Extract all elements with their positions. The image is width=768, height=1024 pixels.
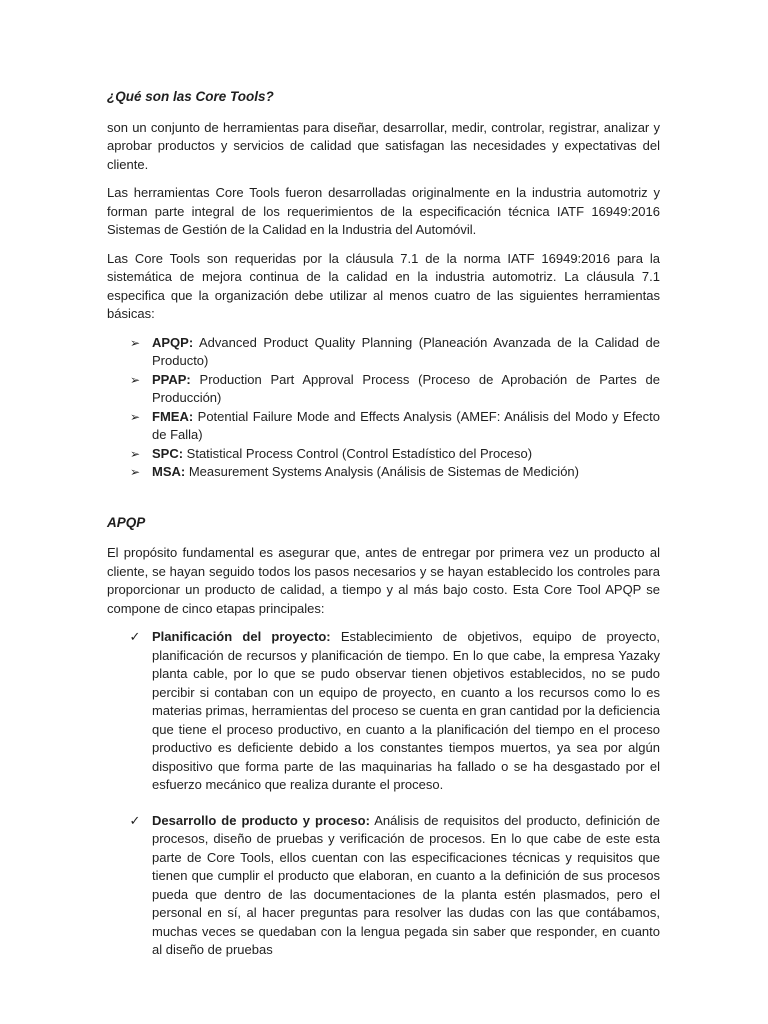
arrow-bullet-icon: ➢ bbox=[129, 446, 141, 461]
core-tool-item bbox=[107, 408, 660, 445]
tool-description: Potential Failure Mode and Effects Analysis (AMEF: Análisis del Modo y Efecto de Falla) bbox=[152, 408, 660, 442]
core-tool-item bbox=[107, 445, 660, 464]
tool-term: APQP: bbox=[152, 334, 194, 350]
stage-description: Establecimiento de objetivos, equipo de proyecto, planificación de recursos y planificación de tiempo. En lo que cabe, la empresa Yazaky planta cable, por lo que se pudo observar tienen objetivos establecidos, no se pudo percibir si contaban con un equipo de proyecto, en cuanto a los recursos como lo es materias primas, herramientas del proceso se cuenta en gran cantidad por la deficiencia que tiene el proceso productivo, en cuanto a la planificación del tiempo en el proceso productivo es deficiente debido a los constantes tiempos muertos, ya sea por algún dispositivo que forma parte de las maquinarias ha fallado o se ha desgastado por el esfuerzo mecánico que realiza durante el proceso. bbox=[152, 629, 660, 792]
core-tool-item bbox=[107, 371, 660, 408]
section-spacer bbox=[107, 482, 660, 514]
tool-term: MSA: bbox=[152, 464, 186, 479]
apqp-stage-item bbox=[107, 812, 660, 960]
arrow-bullet-icon: ➢ bbox=[129, 465, 141, 479]
apqp-stage-item bbox=[107, 628, 660, 795]
apqp-stages-list bbox=[107, 628, 660, 960]
core-tool-item bbox=[107, 463, 660, 482]
arrow-bullet-icon: ➢ bbox=[129, 409, 141, 424]
tool-term: PPAP: bbox=[152, 371, 191, 387]
stage-term: Desarrollo de producto y proceso: bbox=[152, 812, 370, 828]
tool-term: FMEA: bbox=[152, 408, 194, 424]
intro-paragraph-1: son un conjunto de herramientas para diseñar, desarrollar, medir, controlar, registrar, analizar y aprobar productos y servicios de calidad que satisfagan las necesidades y expectativas del cliente. bbox=[107, 119, 660, 172]
arrow-bullet-icon: ➢ bbox=[129, 372, 141, 387]
intro-paragraph-2: Las herramientas Core Tools fueron desarrolladas originalmente en la industria automotriz y forman parte integral de los requerimientos de la especificación técnica IATF 16949:2016 Sistemas de Gestión de la Calidad en la Industria del Automóvil. bbox=[107, 185, 660, 237]
check-mark-icon: ✓ bbox=[129, 812, 141, 828]
stage-term: Planificación del proyecto: bbox=[152, 629, 331, 644]
tool-term: SPC: bbox=[152, 445, 184, 461]
check-mark-icon: ✓ bbox=[129, 629, 141, 644]
intro-heading: ¿Qué son las Core Tools? bbox=[107, 89, 274, 104]
apqp-paragraph: El propósito fundamental es asegurar que, antes de entregar por primera vez un producto al cliente, se hayan seguido todos los pasos necesarios y se hayan establecido los controles para proporcionar un producto de calidad, a tiempo y al más bajo costo. Esta Core Tool APQP se compone de cinco etapas principales: bbox=[107, 545, 660, 616]
core-tool-item bbox=[107, 334, 660, 371]
tool-description: Measurement Systems Analysis (Análisis de Sistemas de Medición) bbox=[185, 464, 579, 479]
stage-description: Análisis de requisitos del producto, definición de procesos, diseño de pruebas y verificación de procesos. En lo que cabe de este esta parte de Core Tools, ellos cuentan con las especificaciones técnicas y requisitos que tienen que cumplir el producto que elaboran, en cuanto a la definición de sus procesos pueda que dentro de las documentaciones de la planta estén plasmados, pero el personal en sí, al hacer preguntas para resolver las dudas con las que contábamos, muchas veces se quedaban con la lengua pegada sin saber que responder, en cuanto al diseño de pruebas bbox=[152, 812, 661, 957]
tool-description: Advanced Product Quality Planning (Planeación Avanzada de la Calidad de Producto) bbox=[152, 334, 660, 368]
core-tools-list bbox=[107, 334, 660, 482]
intro-paragraph-3: Las Core Tools son requeridas por la cláusula 7.1 de la norma IATF 16949:2016 para la sistemática de mejora continua de la calidad en la industria automotriz. La cláusula 7.1 especifica que la organización debe utilizar al menos cuatro de las siguientes herramientas básicas: bbox=[107, 250, 660, 321]
tool-description: Statistical Process Control (Control Estadístico del Proceso) bbox=[183, 445, 533, 461]
arrow-bullet-icon: ➢ bbox=[129, 335, 141, 350]
apqp-heading: APQP bbox=[107, 514, 146, 530]
tool-description: Production Part Approval Process (Proceso de Aprobación de Partes de Producción) bbox=[152, 371, 660, 405]
